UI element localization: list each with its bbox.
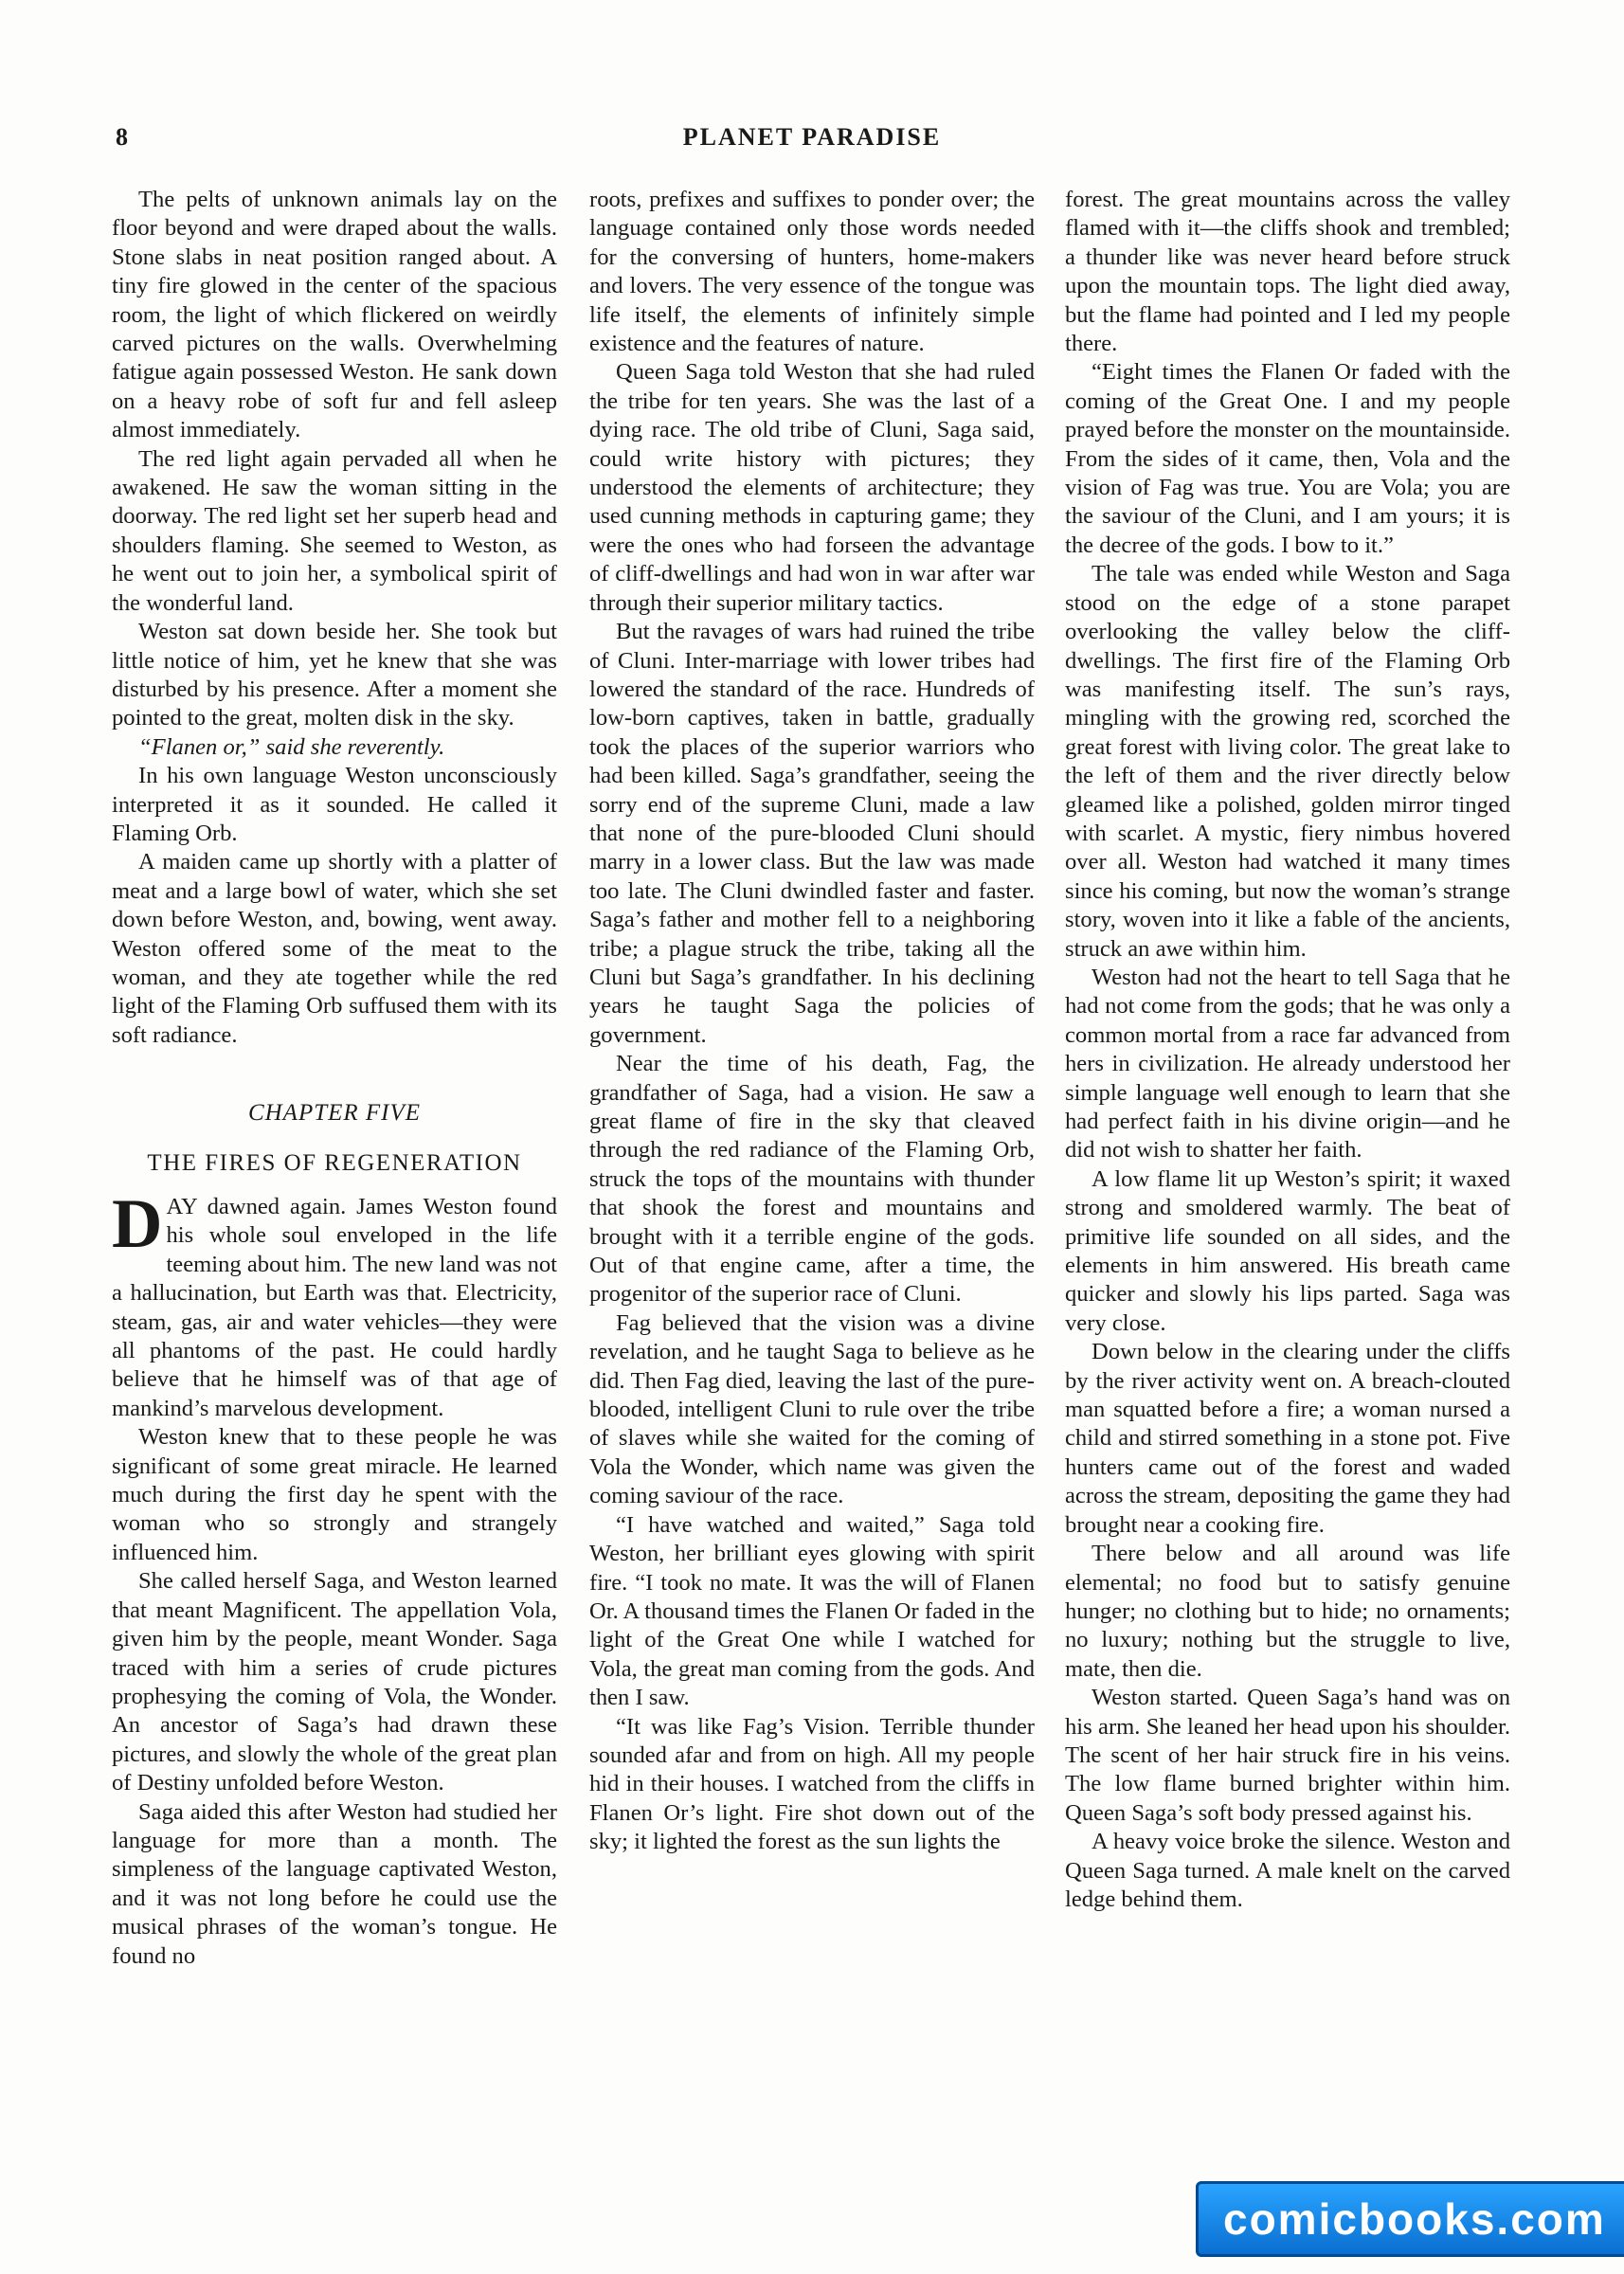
paragraph: Saga aided this after Weston had studied her language for more than a month. The simpleness of the language captivated Weston, and it was not long before he could use the musical phrases of the woman’s tongue. He found no (112, 1798, 557, 1969)
paragraph: She called herself Saga, and Weston learned that meant Magnificent. The appellation Vola, given him by the people, meant Wonder. Saga traced with him a series of crude pictures prophesying the coming of Vola, the Wonder. An ancestor of Saga’s had drawn these pictures, and slowly the whole of the great plan of Destiny unfolded before Weston. (112, 1568, 557, 1796)
paragraph: The pelts of unknown animals lay on the floor beyond and were draped about the walls. Stone slabs in neat position ranged about. A tiny fire glowed in the center of the spacious room, the light of which flickered on weirdly carved pictures on the walls. Overwhelming fatigue again possessed Weston. He sank down on a heavy robe of soft fur and fell asleep almost immediately. (112, 187, 557, 443)
paragraph: A low flame lit up Weston’s spirit; it waxed strong and smoldered warmly. The beat of primitive life sounded on all sides, and the elements in him answered. His breath came quicker and slowly his lips parted. Saga was very close. (1065, 1165, 1510, 1336)
paragraph: But the ravages of wars had ruined the tribe of Cluni. Inter-marriage with lower tribes had lowered the standard of the race. Hundreds of low-born captives, taken in battle, gradually took the places of the superior warriors who had been killed. Saga’s grandfather, seeing the sorry end of the supreme Cluni, made a law that none of the pure-blooded Cluni should marry in a lower class. But the law was made too late. The Cluni dwindled faster and faster. Saga’s father and mother fell to a neighboring tribe; a plague struck the tribe, taking all the Cluni but Saga’s grandfather. In his declining years he taught Saga the policies of government. (589, 619, 1035, 1048)
paragraph: “Flanen or,” said she reverently. (138, 733, 445, 760)
chapter-number: CHAPTER FIVE (247, 1100, 422, 1127)
paragraph: Queen Saga told Weston that she had ruled the tribe for ten years. She was the last of a dying race. The old tribe of Cluni, Saga said, could write history with pictures; they understood the elements of architecture; they used cunning methods in capturing game; they were the ones who had forseen the advantage of cliff-dwellings and had won in war after war through their superior military tactics. (589, 359, 1035, 616)
paragraph: There below and all around was life elemental; no food but to satisfy genuine hunger; no clothing but to hide; no ornaments; no luxury; nothing but the struggle to live, mate, then die. (1065, 1541, 1510, 1682)
paragraph: The red light again pervaded all when he awakened. He saw the woman sitting in the doorway. The red light set her superb head and shoulders flaming. She seemed to Weston, as he went out to join her, a symbolical spirit of the wonderful land. (112, 445, 557, 616)
paragraph: The tale was ended while Weston and Saga stood on the edge of a stone parapet overlooking the valley below the cliff-dwellings. The first fire of the Flaming Orb was manifesting itself. The sun’s rays, mingling with the growing red, scorched the great forest with living color. The great lake to the left of them and the river directly below gleamed like a polished, golden mirror tinged with scarlet. A mystic, fiery nimbus hovered over all. Weston had watched it many times since his coming, but now the woman’s strange story, woven into it like a fable of the ancients, struck an awe within him. (1065, 561, 1510, 962)
chapter-opening-text: AY dawned again. James Weston found his whole soul enveloped in the life teeming about him. The new land was not a hallucination, but Earth was that. Electricity, steam, gas, air and water vehicles—they were all phantoms of the past. He could hardly believe that he himself was of that age of mankind’s marvelous development. (112, 1194, 557, 1421)
paragraph: Fag believed that the vision was a divine revelation, and he taught Saga to believe as he did. Then Fag died, leaving the last of the pure-blooded, intelligent Cluni to rule over the tribe of slaves while she waited for the coming of Vola the Wonder, which name was given the coming saviour of the race. (589, 1309, 1035, 1509)
text-column-3 (1065, 186, 1510, 1914)
paragraph: “I have watched and waited,” Saga told Weston, her brilliant eyes glowing with spirit fire. “I took no mate. It was the will of Flanen Or. A thousand times the Flanen Or faded in the light of the Great One while I watched for Vola, the great man coming from the gods. And then I saw. (589, 1511, 1035, 1711)
text-column-2 (589, 186, 1035, 1857)
text-column-1 (112, 186, 557, 1971)
paragraph: Down below in the clearing under the cliffs by the river activity went on. A breach-clouted man squatted before a fire; a woman nursed a child and stirred something in a stone pot. Five hunters came out of the forest and waded across the stream, depositing the game they had brought near a cooking fire. (1065, 1339, 1510, 1538)
paragraph: In his own language Weston unconsciously interpreted it as it sounded. He called it Flaming Orb. (112, 763, 557, 846)
paragraph: A heavy voice broke the silence. Weston and Queen Saga turned. A male knelt on the carved ledge behind them. (1065, 1829, 1510, 1912)
paragraph: “It was like Fag’s Vision. Terrible thunder sounded afar and from on high. All my people hid in their houses. I watched from the cliffs in Flanen Or’s light. Fire shot down out of the sky; it lighted the forest as the sun lights the (589, 1713, 1035, 1855)
watermark-logo: comicbooks.com (1196, 2181, 1624, 2257)
chapter-title: THE FIRES OF REGENERATION (147, 1149, 522, 1176)
paragraph: Weston started. Queen Saga’s hand was on his arm. She leaned her head upon his shoulder. The scent of her hair struck fire in his veins. The low flame burned brighter within him. Queen Saga’s soft body pressed against his. (1065, 1685, 1510, 1826)
paragraph: “Eight times the Flanen Or faded with the coming of the Great One. I and my people prayed before the monster on the mountainside. From the sides of it came, then, Vola and the vision of Fag was true. You are Vola; you are the saviour of the Cluni, and I am yours; it is the decree of the gods. I bow to it.” (1065, 359, 1510, 558)
page-number: 8 (116, 123, 128, 151)
paragraph: A maiden came up shortly with a platter of meat and a large bowl of water, which she set down before Weston, and, bowing, went away. Weston offered some of the meat to the woman, and they ate together while the red light of the Flaming Orb suffused them with its soft radiance. (112, 849, 557, 1048)
drop-cap: D (112, 1185, 163, 1263)
paragraph: Weston had not the heart to tell Saga that he had not come from the gods; that he was only a common mortal from a race far advanced from hers in civilization. He already understood her simple language well enough to learn that she had perfect faith in his divine origin—and he did not wish to shatter her faith. (1065, 964, 1510, 1164)
paragraph: forest. The great mountains across the valley flamed with it—the cliffs shook and trembled; a thunder like was never heard before struck upon the mountain tops. The light died away, but the flame had pointed and I led my people there. (1065, 187, 1510, 357)
paragraph: roots, prefixes and suffixes to ponder over; the language contained only those words needed for the conversing of hunters, home-makers and lovers. The very essence of the tongue was life itself, the elements of infinitely simple existence and the features of nature. (589, 187, 1035, 357)
paragraph: Weston sat down beside her. She took but little notice of him, yet he knew that she was disturbed by his presence. After a moment she pointed to the great, molten disk in the sky. (112, 619, 557, 731)
chapter-opening-paragraph (112, 1185, 557, 1423)
paragraph: Near the time of his death, Fag, the grandfather of Saga, had a vision. He saw a great flame of fire in the sky that cleaved through the red radiance of the Flaming Orb, struck the tops of the mountains with thunder that shook the forest and mountains and brought with it a terrible engine of the gods. Out of that engine came, after a time, the progenitor of the superior race of Cluni. (589, 1051, 1035, 1308)
running-title: PLANET PARADISE (682, 123, 942, 151)
paragraph: Weston knew that to these people he was significant of some great miracle. He learned much during the first day he spent with the woman who so strongly and strangely influenced him. (112, 1424, 557, 1565)
